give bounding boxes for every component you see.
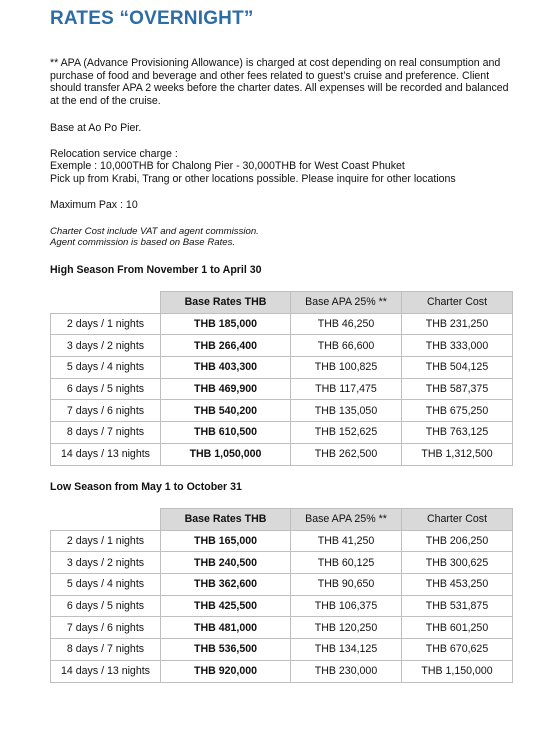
table-row	[51, 357, 513, 379]
charter-cost-cell: THB 206,250	[402, 530, 513, 552]
high-season-table	[50, 291, 513, 466]
apa-cell: THB 135,050	[291, 400, 402, 422]
apa-cell: THB 66,600	[291, 335, 402, 357]
duration-cell: 7 days / 6 nights	[51, 617, 161, 639]
apa-cell: THB 46,250	[291, 313, 402, 335]
charter-cost-cell: THB 1,312,500	[402, 443, 513, 465]
base-rate-cell: THB 536,500	[161, 639, 291, 661]
page-title: RATES “OVERNIGHT”	[50, 8, 254, 29]
max-pax: Maximum Pax : 10	[50, 199, 138, 211]
base-rate-cell: THB 425,500	[161, 595, 291, 617]
base-rate-cell: THB 469,900	[161, 378, 291, 400]
charter-cost-cell: THB 231,250	[402, 313, 513, 335]
duration-cell: 14 days / 13 nights	[51, 443, 161, 465]
table-row	[51, 595, 513, 617]
apa-cell: THB 90,650	[291, 574, 402, 596]
header-base-apa: Base APA 25% **	[291, 509, 402, 531]
apa-cell: THB 106,375	[291, 595, 402, 617]
apa-cell: THB 262,500	[291, 443, 402, 465]
duration-cell: 14 days / 13 nights	[51, 660, 161, 682]
duration-cell: 8 days / 7 nights	[51, 639, 161, 661]
duration-cell: 2 days / 1 nights	[51, 313, 161, 335]
low-season-title: Low Season from May 1 to October 31	[50, 481, 242, 493]
duration-cell: 3 days / 2 nights	[51, 552, 161, 574]
header-charter-cost: Charter Cost	[402, 292, 513, 314]
table-row	[51, 574, 513, 596]
charter-cost-cell: THB 675,250	[402, 400, 513, 422]
base-rate-cell: THB 481,000	[161, 617, 291, 639]
table-header-row	[51, 509, 513, 531]
table-row	[51, 422, 513, 444]
duration-cell: 7 days / 6 nights	[51, 400, 161, 422]
duration-cell: 6 days / 5 nights	[51, 378, 161, 400]
duration-cell: 5 days / 4 nights	[51, 357, 161, 379]
duration-cell: 3 days / 2 nights	[51, 335, 161, 357]
apa-cell: THB 152,625	[291, 422, 402, 444]
apa-cell: THB 117,475	[291, 378, 402, 400]
table-row	[51, 552, 513, 574]
duration-cell: 2 days / 1 nights	[51, 530, 161, 552]
relocation-example: Exemple : 10,000THB for Chalong Pier - 30,000THB for West Coast Phuket	[50, 160, 405, 172]
charter-cost-cell: THB 333,000	[402, 335, 513, 357]
relocation-title: Relocation service charge :	[50, 148, 178, 160]
header-charter-cost: Charter Cost	[402, 509, 513, 531]
duration-cell: 5 days / 4 nights	[51, 574, 161, 596]
charter-cost-cell: THB 763,125	[402, 422, 513, 444]
base-rate-cell: THB 403,300	[161, 357, 291, 379]
charter-cost-cell: THB 504,125	[402, 357, 513, 379]
charter-cost-cell: THB 601,250	[402, 617, 513, 639]
charter-cost-cell: THB 1,150,000	[402, 660, 513, 682]
table-row	[51, 378, 513, 400]
header-blank	[51, 509, 161, 531]
table-header-row	[51, 292, 513, 314]
base-rate-cell: THB 610,500	[161, 422, 291, 444]
charter-cost-cell: THB 587,375	[402, 378, 513, 400]
charter-cost-cell: THB 531,875	[402, 595, 513, 617]
duration-cell: 8 days / 7 nights	[51, 422, 161, 444]
relocation-pickup: Pick up from Krabi, Trang or other locations possible. Please inquire for other locations	[50, 173, 456, 185]
table-row	[51, 530, 513, 552]
low-season-table	[50, 508, 513, 683]
apa-cell: THB 120,250	[291, 617, 402, 639]
table-row	[51, 400, 513, 422]
base-rate-cell: THB 362,600	[161, 574, 291, 596]
header-base-rates: Base Rates THB	[161, 509, 291, 531]
base-rate-cell: THB 266,400	[161, 335, 291, 357]
base-rate-cell: THB 240,500	[161, 552, 291, 574]
base-paragraph: Base at Ao Po Pier.	[50, 122, 142, 134]
base-rate-cell: THB 540,200	[161, 400, 291, 422]
apa-cell: THB 134,125	[291, 639, 402, 661]
note-vat: Charter Cost include VAT and agent commission.	[50, 226, 259, 237]
table-row	[51, 639, 513, 661]
apa-paragraph: ** APA (Advance Provisioning Allowance) is charged at cost depending on real consumption and purchase of food and beverage and other fees related to guest’s cruise and preference. Client should transfer APA 2 weeks before the charter dates. All expenses will be recorded and balanced at the end of the cruise.	[50, 57, 509, 107]
apa-cell: THB 60,125	[291, 552, 402, 574]
header-blank	[51, 292, 161, 314]
high-season-title: High Season From November 1 to April 30	[50, 264, 262, 276]
table-row	[51, 335, 513, 357]
table-row	[51, 443, 513, 465]
apa-cell: THB 230,000	[291, 660, 402, 682]
charter-cost-cell: THB 300,625	[402, 552, 513, 574]
base-rate-cell: THB 165,000	[161, 530, 291, 552]
table-row	[51, 617, 513, 639]
table-row	[51, 660, 513, 682]
header-base-apa: Base APA 25% **	[291, 292, 402, 314]
apa-cell: THB 100,825	[291, 357, 402, 379]
apa-cell: THB 41,250	[291, 530, 402, 552]
charter-cost-cell: THB 453,250	[402, 574, 513, 596]
base-rate-cell: THB 1,050,000	[161, 443, 291, 465]
note-commission: Agent commission is based on Base Rates.	[50, 237, 236, 248]
base-rate-cell: THB 185,000	[161, 313, 291, 335]
table-row	[51, 313, 513, 335]
duration-cell: 6 days / 5 nights	[51, 595, 161, 617]
header-base-rates: Base Rates THB	[161, 292, 291, 314]
base-rate-cell: THB 920,000	[161, 660, 291, 682]
charter-cost-cell: THB 670,625	[402, 639, 513, 661]
